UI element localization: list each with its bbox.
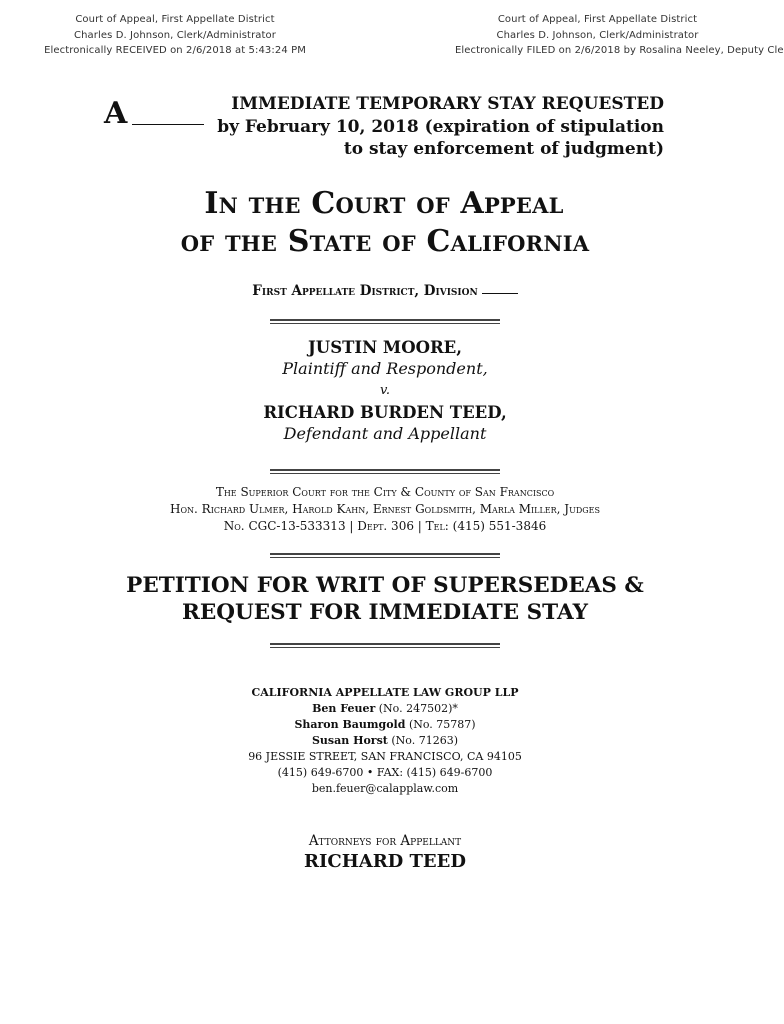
firm-phone: (415) 649-6700 • FAX: (415) 649-6700 [277,766,493,779]
law-firm-name: CALIFORNIA APPELLATE LAW GROUP LLP [251,686,519,699]
attorney-entry [0,717,770,733]
petition-title-line: REQUEST FOR IMMEDIATE STAY [182,600,588,625]
attorneys-for-label: Attorneys for Appellant [308,833,462,849]
received-stamp [40,12,310,59]
defendant-name: RICHARD BURDEN TEED, [263,403,507,422]
case-number-blank [132,124,204,125]
petition-title [0,572,770,626]
plaintiff-name: JUSTIN MOORE, [308,338,462,357]
court-title-line-1: In the Court of Appeal [204,186,564,221]
district-label: First Appellate District, Division [252,283,478,299]
attorney-name: Susan Horst [311,734,388,747]
bar-number: (No. 71263) [391,734,458,747]
stay-notice [204,93,664,161]
lower-court-line: No. CGC-13-533313 | Dept. 306 | Tel: (415) 551-3846 [223,519,547,533]
lower-court-line: Hon. Richard Ulmer, Harold Kahn, Ernest Goldsmith, Marla Miller, Judges [170,502,600,516]
client-name: RICHARD TEED [304,851,466,872]
bar-number: (No. 247502)* [378,702,458,715]
filed-stamp-line: Electronically FILED on 2/6/2018 by Rosalina Neeley, Deputy Cle [455,45,784,56]
attorney-entry [0,733,770,749]
bar-number: (No. 75787) [408,718,476,731]
stay-notice-line: IMMEDIATE TEMPORARY STAY REQUESTED [231,94,664,114]
division-blank [482,293,518,294]
attorney-name: Ben Feuer [312,702,376,715]
filed-stamp-line: Charles D. Johnson, Clerk/Administrator [496,29,699,41]
stay-notice-line: to stay enforcement of judgment) [343,139,664,159]
divider [270,319,500,321]
plaintiff-role: Plaintiff and Respondent, [282,359,488,378]
firm-email: ben.feuer@calapplaw.com [311,782,459,795]
received-stamp-line: Court of Appeal, First Appellate District [75,14,275,25]
district-heading [0,283,770,299]
received-stamp-line: Electronically RECEIVED on 2/6/2018 at 5:43:24 PM [44,45,306,56]
attorney-name: Sharon Baumgold [294,718,406,731]
attorney-entry [0,701,770,717]
divider [270,469,500,471]
divider [270,643,500,645]
case-number-prefix: A [104,96,128,131]
divider [270,553,500,555]
received-stamp-line: Charles D. Johnson, Clerk/Administrator [74,29,276,41]
counsel-block [0,685,770,797]
defendant-role: Defendant and Appellant [283,424,487,443]
stay-notice-line: by February 10, 2018 (expiration of stipulation [217,116,664,137]
filed-stamp [455,12,784,59]
versus: v. [380,383,390,398]
case-caption [0,337,770,445]
filed-stamp-line: Court of Appeal, First Appellate District [497,14,698,25]
lower-court-info [0,484,770,535]
firm-address: 96 JESSIE STREET, SAN FRANCISCO, CA 94105 [248,750,522,763]
court-title-line-2: of the State of California [180,224,590,259]
lower-court-line: The Superior Court for the City & County of San Francisco [215,485,555,499]
petition-title-line: PETITION FOR WRIT OF SUPERSEDEAS & [126,573,644,598]
